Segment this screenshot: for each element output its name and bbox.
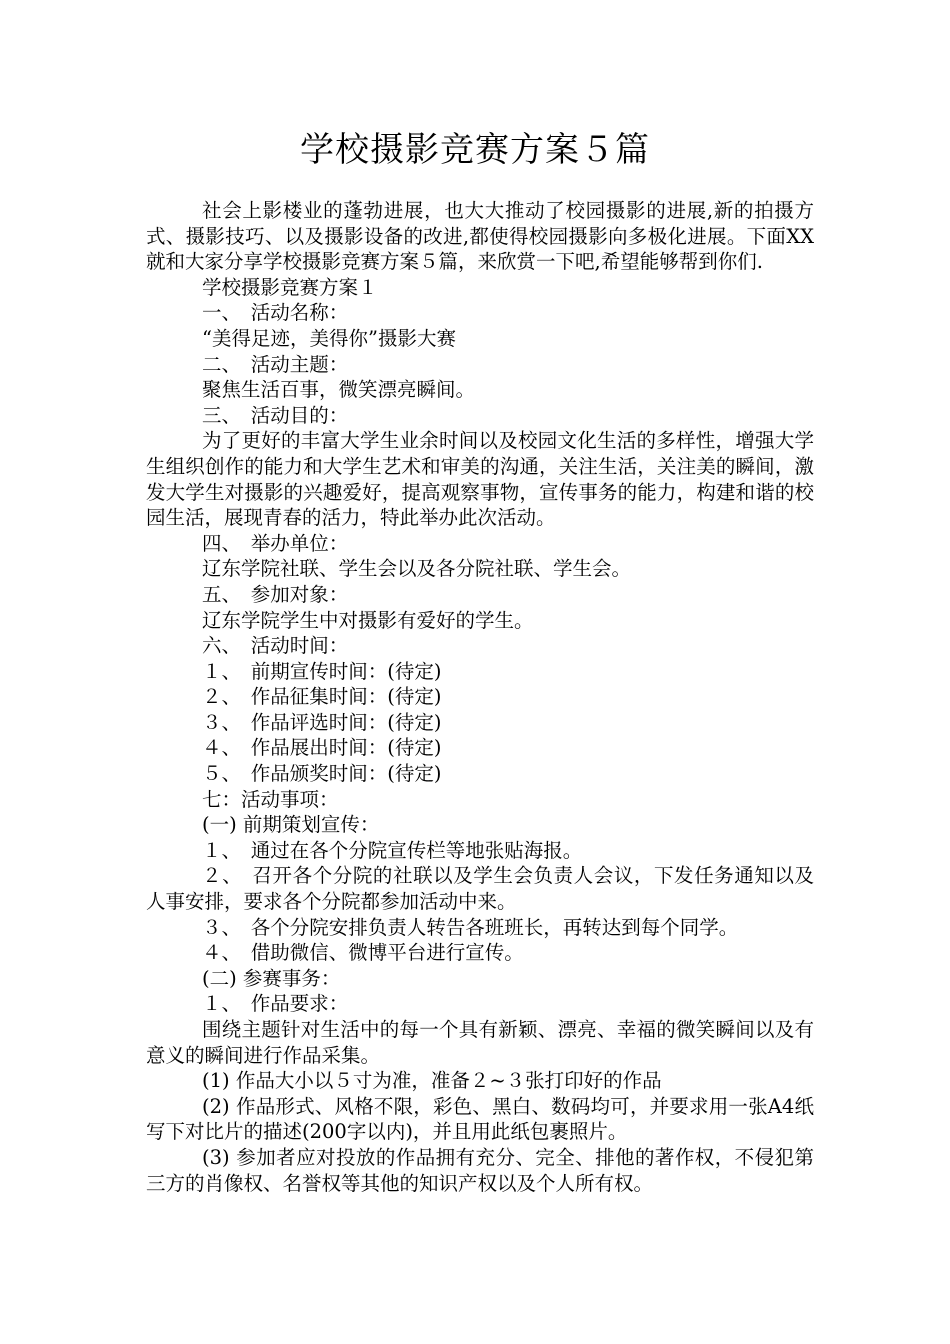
section-heading: 三、 活动目的：: [202, 403, 349, 427]
section-heading: 五、 参加对象：: [202, 582, 349, 606]
subsection-heading: (一) 前期策划宣传：: [202, 813, 380, 837]
section-heading: 七：活动事项：: [202, 787, 339, 811]
section-heading: 四、 举办单位：: [202, 531, 349, 555]
section-heading: 一、 活动名称：: [202, 301, 349, 325]
list-item: １、 通过在各个分院宣传栏等地张贴海报。: [202, 838, 583, 862]
section-text: 聚焦生活百事，微笑漂亮瞬间。: [202, 378, 476, 402]
section-text: 辽东学院学生中对摄影有爱好的学生。: [202, 608, 534, 632]
section-text: “美得足迹，美得你”摄影大赛: [202, 326, 456, 350]
section-heading: 六、 活动时间：: [202, 634, 349, 658]
list-item: ３、 作品评选时间：(待定): [202, 710, 442, 734]
section-heading: 二、 活动主题：: [202, 352, 349, 376]
list-item: ３、 各个分院安排负责人转告各班班长，再转达到每个同学。: [202, 915, 739, 939]
list-item: １、 前期宣传时间：(待定): [202, 659, 442, 683]
list-item: １、 作品要求：: [202, 992, 349, 1016]
requirement-item: (2) 作品形式、风格不限，彩色、黑白、数码均可，并要求用一张A4纸写下对比片的描述(200字以内)，并且用此纸包裹照片。: [146, 1094, 814, 1144]
subsection-heading: (二) 参赛事务：: [202, 966, 341, 990]
list-item: ５、 作品颁奖时间：(待定): [202, 762, 442, 786]
section-text: 辽东学院社联、学生会以及各分院社联、学生会。: [202, 557, 632, 581]
section-paragraph: 为了更好的丰富大学生业余时间以及校园文化生活的多样性，增强大学生组织创作的能力和大学生艺术和审美的沟通，关注生活，关注美的瞬间，激发大学生对摄影的兴趣爱好，提高观察事物，宣传事务的能力，构建和谐的校园生活，展现青春的活力，特此举办此次活动。: [146, 429, 814, 530]
intro-paragraph: 社会上影楼业的蓬勃进展，也大大推动了校园摄影的进展,新的拍摄方式、摄影技巧、以及摄影设备的改进,都使得校园摄影向多极化进展。下面XX就和大家分享学校摄影竞赛方案５篇，来欣赏一下吧,希望能够帮到你们.: [146, 199, 814, 274]
document-title: 学校摄影竞赛方案５篇: [300, 130, 650, 170]
list-item: ２、 作品征集时间：(待定): [202, 685, 442, 709]
list-item: ４、 借助微信、微博平台进行宣传。: [202, 941, 524, 965]
requirement-item: (1) 作品大小以５寸为准，准备２~３张打印好的作品: [202, 1069, 662, 1093]
list-item: ２、 召开各个分院的社联以及学生会负责人会议，下发任务通知以及人事安排，要求各个分院都参加活动中来。: [146, 864, 814, 914]
requirement-item: (3) 参加者应对投放的作品拥有充分、完全、排他的著作权，不侵犯第三方的肖像权、名誉权等其他的知识产权以及个人所有权。: [146, 1145, 814, 1195]
document-body: [146, 198, 814, 1196]
section-paragraph: 围绕主题针对生活中的每一个具有新颖、漂亮、幸福的微笑瞬间以及有意义的瞬间进行作品采集。: [146, 1018, 814, 1067]
plan-heading: 学校摄影竞赛方案１: [202, 275, 378, 299]
list-item: ４、 作品展出时间：(待定): [202, 736, 442, 760]
